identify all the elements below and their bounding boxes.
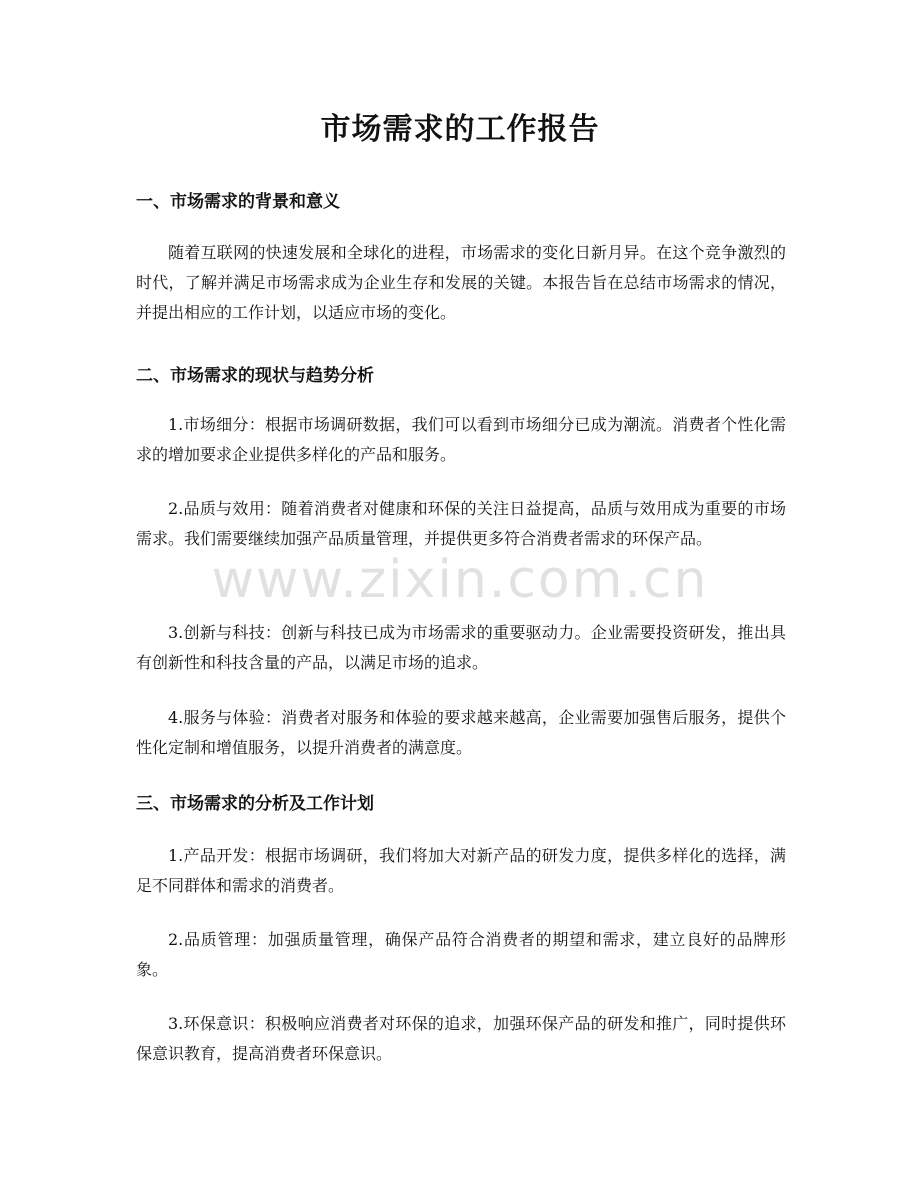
paragraph: 3.环保意识：积极响应消费者对环保的追求，加强环保产品的研发和推广，同时提供环保意识教育，提高消费者环保意识。 bbox=[136, 1014, 786, 1063]
paragraph: 3.创新与科技：创新与科技已成为市场需求的重要驱动力。企业需要投资研发，推出具有创新性和科技含量的产品，以满足市场的追求。 bbox=[136, 623, 786, 672]
paragraph: 1.市场细分：根据市场调研数据，我们可以看到市场细分已成为潮流。消费者个性化需求的增加要求企业提供多样化的产品和服务。 bbox=[136, 415, 786, 464]
section-heading: 二、市场需求的现状与趋势分析 bbox=[136, 366, 374, 386]
watermark: www.zixin.com.cn bbox=[211, 550, 709, 610]
document-title: 市场需求的工作报告 bbox=[320, 112, 600, 147]
section-heading: 一、市场需求的背景和意义 bbox=[136, 192, 340, 212]
paragraph: 2.品质与效用：随着消费者对健康和环保的关注日益提高，品质与效用成为重要的市场需求。我们需要继续加强产品质量管理，并提供更多符合消费者需求的环保产品。 bbox=[136, 499, 786, 548]
paragraph: 1.产品开发：根据市场调研，我们将加大对新产品的研发力度，提供多样化的选择，满足不同群体和需求的消费者。 bbox=[136, 846, 786, 895]
paragraph: 4.服务与体验：消费者对服务和体验的要求越来越高，企业需要加强售后服务，提供个性化定制和增值服务，以提升消费者的满意度。 bbox=[136, 708, 786, 757]
paragraph: 随着互联网的快速发展和全球化的进程，市场需求的变化日新月异。在这个竞争激烈的时代，了解并满足市场需求成为企业生存和发展的关键。本报告旨在总结市场需求的情况，并提出相应的工作计划，以适应市场的变化。 bbox=[136, 243, 786, 322]
paragraph: 2.品质管理：加强质量管理，确保产品符合消费者的期望和需求，建立良好的品牌形象。 bbox=[136, 930, 786, 979]
section-heading: 三、市场需求的分析及工作计划 bbox=[136, 794, 374, 814]
